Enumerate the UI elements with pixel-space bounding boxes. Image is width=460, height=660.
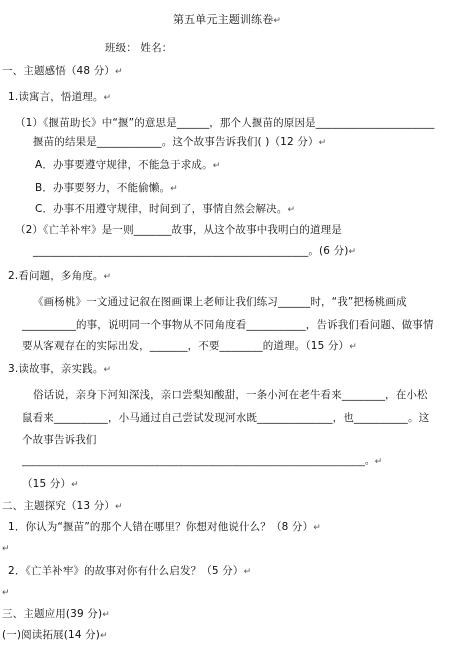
question-2-line-a: 《画杨桃》一文通过记叙在图画课上老师让我们练习______时，“我”把杨桃画成 [33,296,407,308]
question-1-1-line-a: （1）《揠苗助长》中“揠”的意思是______，那个人揠苗的原因是______________________ [15,117,435,129]
title: 第五单元主题训练卷↵ [173,13,282,26]
option-b: B．办事要努力，不能偷懒。↵ [35,182,178,194]
question-2-line-b: __________的事，说明同一个事物从不同角度看___________，告诉我们看问题、做事情 [22,319,434,331]
question-2-title: 2.看问题，多角度。↵ [8,270,112,282]
question-1-2-line-b: ___________________________________________________。(6 分)↵ [33,245,357,257]
option-a: A．办事要遵守规律，不能急于求成。↵ [35,159,221,171]
question-3-answer-line: ______________________________________________________________________。↵ [22,456,383,467]
section-3-subheading: (一)阅读拓展(14 分)↵ [2,629,108,641]
empty-paragraph-mark: ↵ [2,544,10,554]
paragraph-mark: ↵ [273,16,282,26]
question-3-score: （15 分）↵ [22,478,79,490]
question-1-2-line-a: （2）《亡羊补牢》是一则_______故事，从这个故事中我明白的道理是 [15,224,342,236]
option-c: C．办事不用遵守规律，时间到了，事情自然会解决。↵ [35,203,296,215]
class-name-line: 班级： 姓名： [105,42,173,54]
question-1-title: 1.读寓言，悟道理。↵ [8,91,112,103]
section-2-question-1: 1．你认为“揠苗”的那个人错在哪里？你想对他说什么？（8 分）↵ [8,521,321,533]
question-1-1-line-b: 揠苗的结果是____________。这个故事告诉我们( )（12 分）↵ [33,136,327,148]
question-3-line-c: 个故事告诉我们 [22,434,97,446]
question-3-line-b: 鼠看来__________，小马通过自己尝试发现河水既______________，也__________。这 [22,412,430,424]
question-3-title: 3.读故事，亲实践。↵ [8,363,112,375]
section-2-question-2: 2．《亡羊补牢》的故事对你有什么启发？（5 分）↵ [8,565,252,577]
empty-paragraph-mark: ↵ [2,588,10,598]
section-1-heading: 一、主题感悟（48 分）↵ [2,65,123,77]
section-3-heading: 三、主题应用(39 分)↵ [2,608,110,620]
question-3-line-a: 俗话说，亲身下河知深浅，亲口尝梨知酸甜，一条小河在老牛看来________，在小松 [33,389,428,401]
question-2-line-c: 要从客观存在的实际出发，_______，不要________的道理。（15 分）↵ [22,340,357,352]
section-2-heading: 二、主题探究（13 分）↵ [2,500,123,512]
